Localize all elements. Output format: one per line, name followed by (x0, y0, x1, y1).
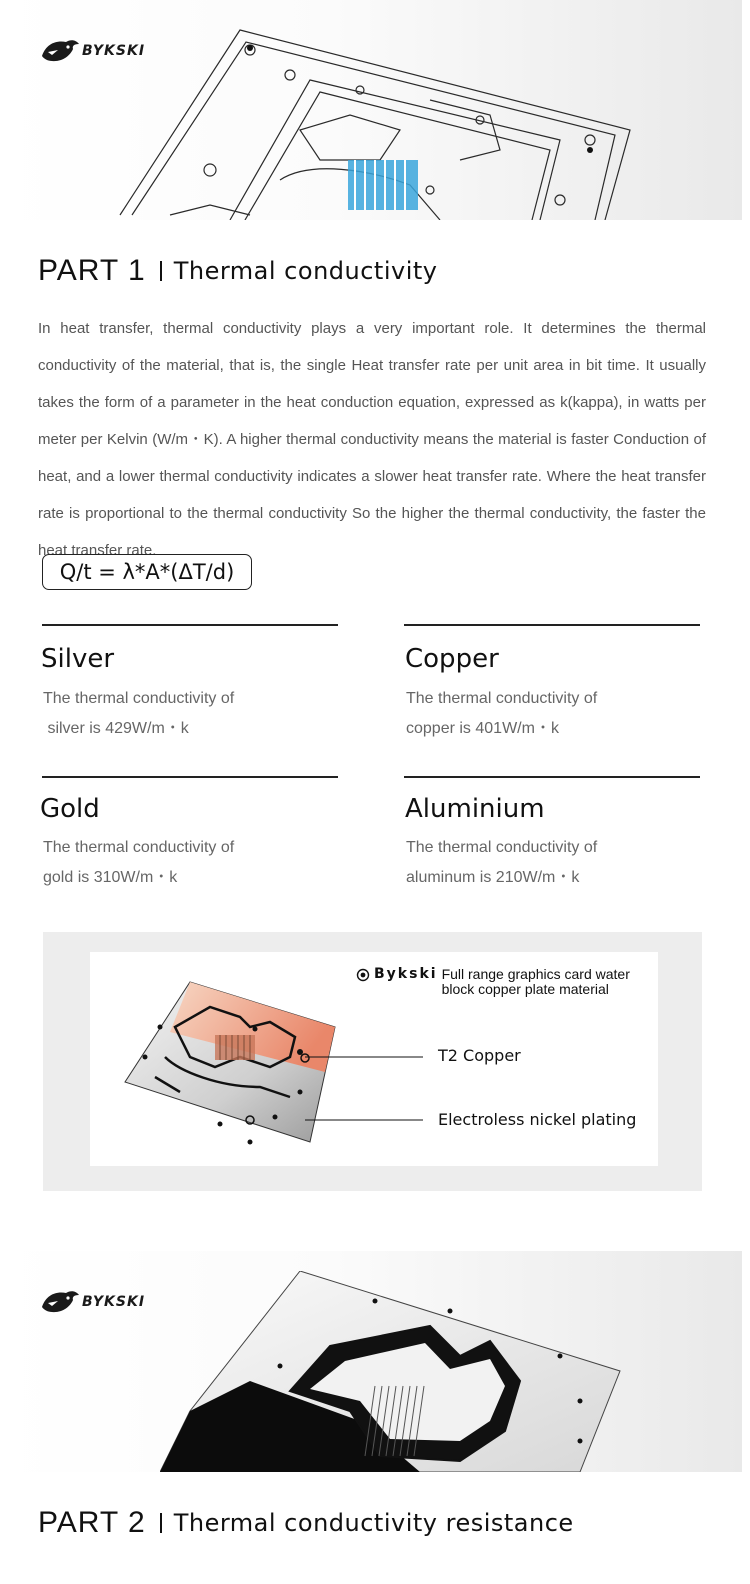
logo-wordmark: BYKSKI (82, 43, 146, 59)
metal-desc-silver: The thermal conductivity of silver is 429W/m・k (43, 690, 235, 737)
dragon-icon (40, 38, 80, 64)
dragon-icon (40, 1289, 80, 1315)
metal-divider (42, 776, 338, 778)
metal-desc-copper: The thermal conductivity of copper is 401W/m・k (406, 690, 598, 737)
metal-name-copper: Copper (405, 644, 499, 674)
diagram-brand: Bykski (374, 966, 438, 982)
material-diagram-card (90, 952, 658, 1166)
metal-divider (404, 776, 700, 778)
callout-nickel-plating: Electroless nickel plating (438, 1110, 637, 1129)
part1-number: PART 1 (38, 254, 146, 287)
part2-number: PART 2 (38, 1506, 146, 1539)
hero-banner-top (0, 0, 742, 220)
part2-title: Thermal conductivity resistance (173, 1509, 574, 1537)
part2-heading (38, 1506, 574, 1540)
metal-name-silver: Silver (41, 644, 115, 674)
diagram-caption: Full range graphics card water block copper plate material (441, 966, 630, 997)
material-diagram-panel (43, 932, 702, 1191)
metal-desc-gold: The thermal conductivity of gold is 310W/m・k (43, 839, 235, 886)
logo-wordmark: BYKSKI (82, 1294, 146, 1310)
part1-heading (38, 254, 437, 288)
metal-divider (404, 624, 700, 626)
metal-name-aluminium: Aluminium (405, 794, 545, 824)
callout-t2-copper: T2 Copper (438, 1046, 521, 1065)
callout-leader-lines (305, 1047, 425, 1127)
water-block-illustration-bottom (160, 1271, 630, 1472)
part1-paragraph: In heat transfer, thermal conductivity plays a very important role. It determines the thermal conductivity of the material, that is, the single Heat transfer rate per unit area in bit time. It usually takes the form of a parameter in the heat conduction equation, expressed as k(kappa), in watts per meter per Kelvin (W/m・K). A higher thermal conductivity means the material is faster Conduction of heat, and a lower thermal conductivity indicates a slower heat transfer rate. Where the heat transfer rate is proportional to the thermal conductivity So the higher the thermal conductivity, the faster the heat transfer rate. (38, 320, 706, 559)
metal-desc-aluminium: The thermal conductivity of aluminum is 210W/m・k (406, 839, 598, 886)
metal-divider (42, 624, 338, 626)
formula-box: Q/t = λ*A*(ΔT/d) (42, 554, 252, 590)
hero-banner-bottom (0, 1251, 742, 1472)
heading-divider (160, 1513, 162, 1533)
heatsink-fins (348, 160, 418, 210)
brand-logo (40, 1289, 145, 1315)
heading-divider (160, 261, 162, 281)
copper-fins (215, 1035, 255, 1060)
part1-title: Thermal conductivity (173, 257, 438, 285)
metal-name-gold: Gold (40, 794, 100, 824)
water-block-illustration-top (110, 20, 640, 220)
